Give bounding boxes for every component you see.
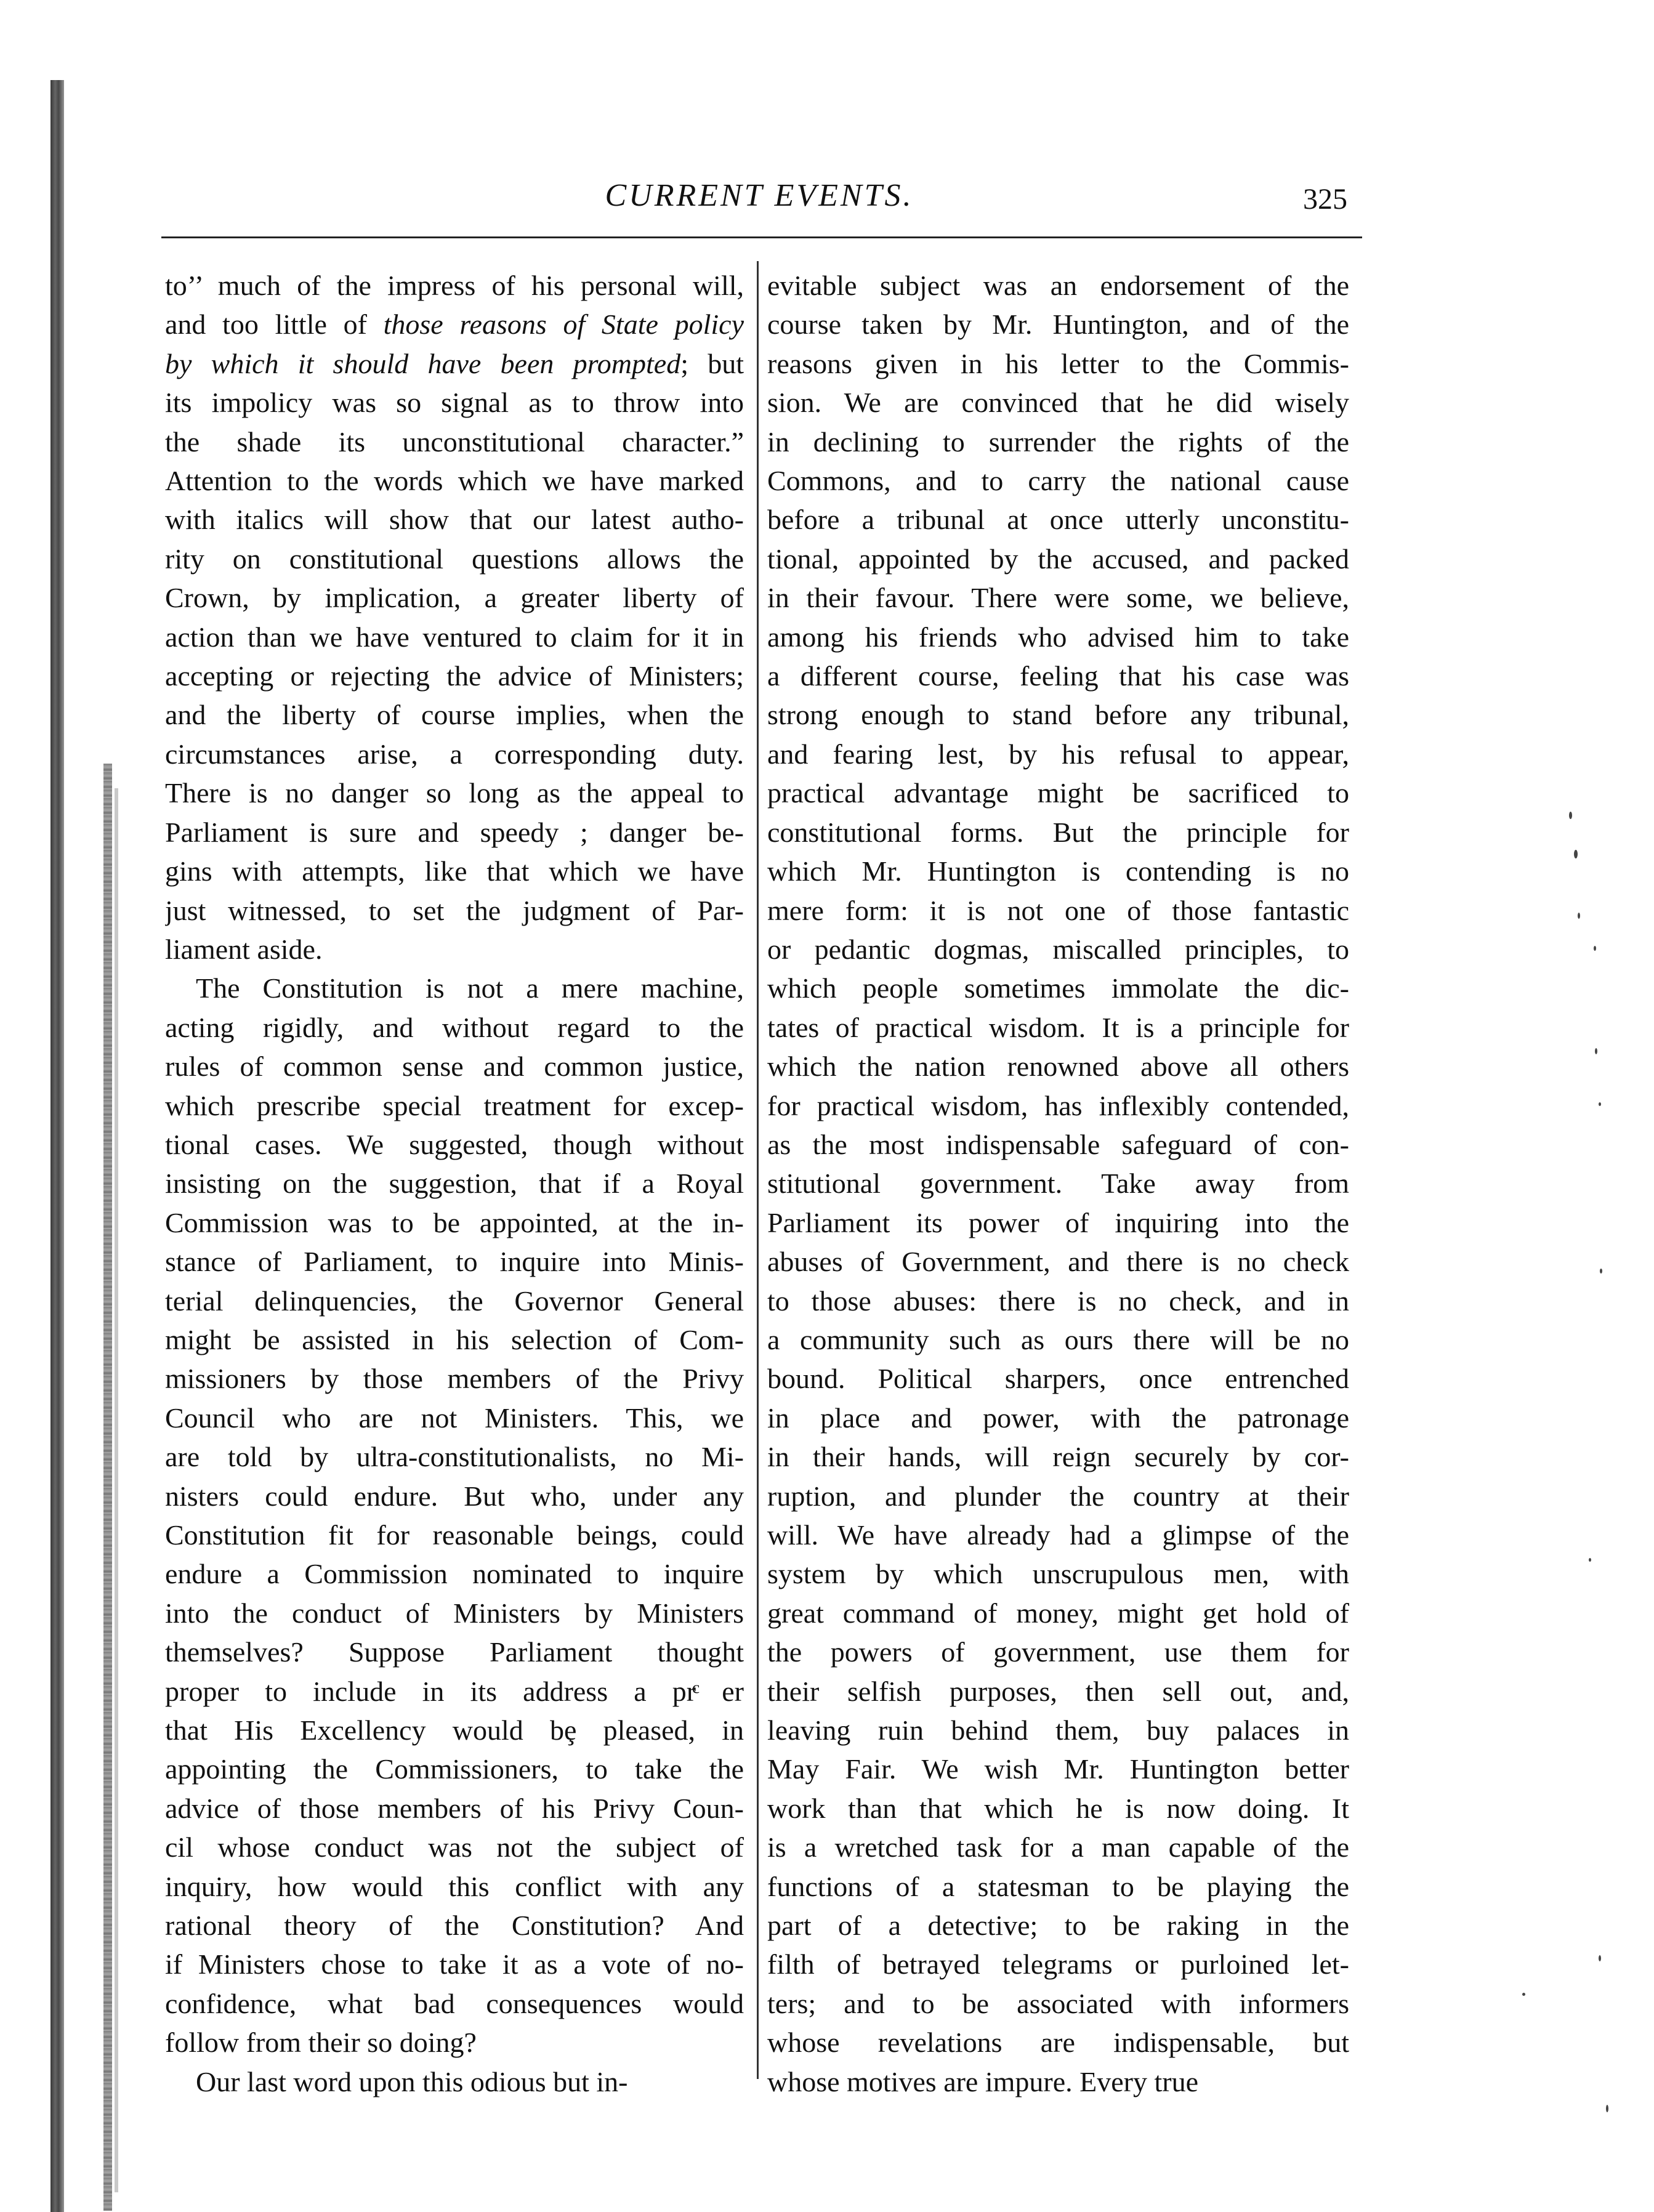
text-line: great command of money, might get hold of (767, 1597, 1349, 1629)
text-line: tates of practical wisdom. It is a principle for (767, 1011, 1349, 1043)
text-line: in place and power, with the patronage (767, 1402, 1349, 1434)
text-line: There is no danger so long as the appeal to (165, 777, 744, 809)
text-line: cil whose conduct was not the subject of (165, 1831, 744, 1863)
text-line: advice of those members of his Privy Coun- (165, 1792, 744, 1824)
binding-shadow-inner (115, 788, 118, 2192)
text-line: Parliament is sure and speedy ; danger be- (165, 816, 744, 848)
text-line: whose revelations are indispensable, but (767, 2027, 1349, 2059)
text-line: strong enough to stand before any tribunal, (767, 699, 1349, 731)
margin-speck (1574, 850, 1578, 858)
text-line: whose motives are impure. Every true (767, 2065, 1198, 2097)
text-line: to’’ much of the impress of his personal will, (165, 270, 744, 301)
text-line: Attention to the words which we have marked (165, 465, 744, 497)
text-line: mere form: it is not one of those fantastic (767, 894, 1349, 926)
text-line: as the most indispensable safeguard of con- (767, 1128, 1349, 1160)
margin-speck (1599, 1102, 1601, 1106)
italic-emphasis: by which it should have been prompted (165, 347, 681, 379)
text-line: reasons given in his letter to the Commis- (767, 347, 1349, 379)
margin-speck (1595, 1048, 1597, 1054)
text-line: appointing the Commissioners, to take the (165, 1753, 744, 1785)
text-line: follow from their so doing? (165, 2027, 477, 2059)
text-line: system by which unscrupulous men, with (767, 1558, 1349, 1590)
text-line: which people sometimes immolate the dic- (767, 972, 1349, 1004)
text-line: Commons, and to carry the national cause (767, 465, 1349, 497)
right-column (767, 266, 1349, 2101)
text-line: among his friends who advised him to take (767, 621, 1349, 653)
text-line: with italics will show that our latest autho- (165, 504, 744, 536)
left-column (165, 266, 744, 2101)
text-line: action than we have ventured to claim for it in (165, 621, 744, 653)
text-line: tional cases. We suggested, though without (165, 1128, 744, 1160)
text-line: confidence, what bad consequences would (165, 1987, 744, 2019)
text-line: rity on constitutional questions allows the (165, 543, 744, 575)
text-line: will. We have already had a glimpse of the (767, 1519, 1349, 1551)
text-line: to those abuses: there is no check, and in (767, 1285, 1349, 1317)
margin-speck (1594, 946, 1596, 951)
text-line: which prescribe special treatment for excep- (165, 1089, 744, 1121)
binding-edge (50, 80, 64, 2212)
text-line: in declining to surrender the rights of the (767, 426, 1349, 458)
text-line: are told by ultra-constitutionalists, no Mi- (165, 1441, 744, 1473)
text-line: part of a detective; to be raking in the (767, 1910, 1349, 1942)
text-line: by which it should have been prompted; but (165, 347, 744, 379)
margin-speck (1589, 1558, 1591, 1562)
text-line: and too little of those reasons of State policy (165, 309, 744, 341)
text-line: Our last word upon this odious but in- (196, 2065, 628, 2097)
text-line: into the conduct of Ministers by Ministers (165, 1597, 744, 1629)
text-line: circumstances arise, a corresponding duty. (165, 738, 744, 770)
text-line: endure a Commission nominated to inquire (165, 1558, 744, 1590)
text-line: which the nation renowned above all others (767, 1051, 1349, 1083)
text-line: the powers of government, use them for (767, 1636, 1349, 1668)
text-line: abuses of Government, and there is no check (767, 1246, 1349, 1278)
column-divider (757, 261, 759, 2079)
text-line: if Ministers chose to take it as a vote of no- (165, 1948, 744, 1980)
text-line: in their hands, will reign securely by cor- (767, 1441, 1349, 1473)
text-line: rules of common sense and common justice, (165, 1051, 744, 1083)
text-line: nisters could endure. But who, under any (165, 1480, 744, 1512)
text-line: just witnessed, to set the judgment of Par- (165, 894, 744, 926)
text-line: stance of Parliament, to inquire into Minis- (165, 1246, 744, 1278)
text-line: leaving ruin behind them, buy palaces in (767, 1714, 1349, 1746)
margin-speck (1599, 1955, 1601, 1961)
text-line: accepting or rejecting the advice of Ministers; (165, 660, 744, 692)
margin-speck (1569, 812, 1572, 819)
text-line: its impolicy was so signal as to throw into (165, 387, 744, 419)
text-line: for practical wisdom, has inflexibly contended, (767, 1089, 1349, 1121)
text-line: liament aside. (165, 933, 323, 965)
text-line: Crown, by implication, a greater liberty of (165, 582, 744, 614)
text-line: and the liberty of course implies, when the (165, 699, 744, 731)
margin-speck (1600, 1269, 1602, 1274)
margin-speck (1606, 2105, 1608, 2112)
text-line: The Constitution is not a mere machine, (196, 972, 744, 1004)
margin-speck (1578, 913, 1580, 919)
text-line: proper to include in its address a prͨ er (165, 1675, 744, 1707)
text-line: and fearing lest, by his refusal to appear, (767, 738, 1349, 770)
text-line: May Fair. We wish Mr. Huntington better (767, 1753, 1349, 1785)
text-line: insisting on the suggestion, that if a Royal (165, 1168, 744, 1200)
running-head: CURRENT EVENTS. (605, 178, 914, 213)
text-line: a different course, feeling that his case was (767, 660, 1349, 692)
margin-speck (1522, 1993, 1525, 1996)
text-line: terial delinquencies, the Governor General (165, 1285, 744, 1317)
text-line: their selfish purposes, then sell out, and, (767, 1675, 1349, 1707)
text-line: the shade its unconstitutional character.” (165, 426, 744, 458)
text-line: is a wretched task for a man capable of the (767, 1831, 1349, 1863)
text-line: or pedantic dogmas, miscalled principles, to (767, 933, 1349, 965)
binding-shadow (103, 764, 112, 2211)
text-line: rational theory of the Constitution? And (165, 1910, 744, 1942)
text-line: sion. We are convinced that he did wisely (767, 387, 1349, 419)
text-line: which Mr. Huntington is contending is no (767, 855, 1349, 887)
text-line: inquiry, how would this conflict with any (165, 1870, 744, 1902)
text-line: gins with attempts, like that which we have (165, 855, 744, 887)
text-line: filth of betrayed telegrams or purloined let- (767, 1948, 1349, 1980)
text-line: Commission was to be appointed, at the in- (165, 1206, 744, 1238)
text-line: might be assisted in his selection of Com- (165, 1323, 744, 1355)
text-line: practical advantage might be sacrificed to (767, 777, 1349, 809)
text-line: tional, appointed by the accused, and packed (767, 543, 1349, 575)
text-line: constitutional forms. But the principle for (767, 816, 1349, 848)
text-line: work than that which he is now doing. It (767, 1792, 1349, 1824)
page-number: 325 (1303, 183, 1347, 216)
text-line: course taken by Mr. Huntington, and of the (767, 309, 1349, 341)
text-line: ters; and to be associated with informers (767, 1987, 1349, 2019)
text-line: Parliament its power of inquiring into the (767, 1206, 1349, 1238)
text-line: stitutional government. Take away from (767, 1168, 1349, 1200)
header-rule (161, 236, 1362, 238)
text-line: that His Excellency would bȩ pleased, in (165, 1714, 744, 1746)
text-line: Council who are not Ministers. This, we (165, 1402, 744, 1434)
page-header (165, 177, 1353, 227)
italic-emphasis: those reasons of State policy (383, 309, 744, 341)
text-line: missioners by those members of the Privy (165, 1363, 744, 1395)
text-line: before a tribunal at once utterly unconstitu- (767, 504, 1349, 536)
text-line: functions of a statesman to be playing the (767, 1870, 1349, 1902)
text-line: ruption, and plunder the country at their (767, 1480, 1349, 1512)
text-line: bound. Political sharpers, once entrenched (767, 1363, 1349, 1395)
text-line: acting rigidly, and without regard to the (165, 1011, 744, 1043)
text-line: evitable subject was an endorsement of the (767, 270, 1349, 301)
text-line: a community such as ours there will be no (767, 1323, 1349, 1355)
text-line: in their favour. There were some, we believe, (767, 582, 1349, 614)
text-line: themselves? Suppose Parliament thought (165, 1636, 744, 1668)
text-line: Constitution fit for reasonable beings, could (165, 1519, 744, 1551)
